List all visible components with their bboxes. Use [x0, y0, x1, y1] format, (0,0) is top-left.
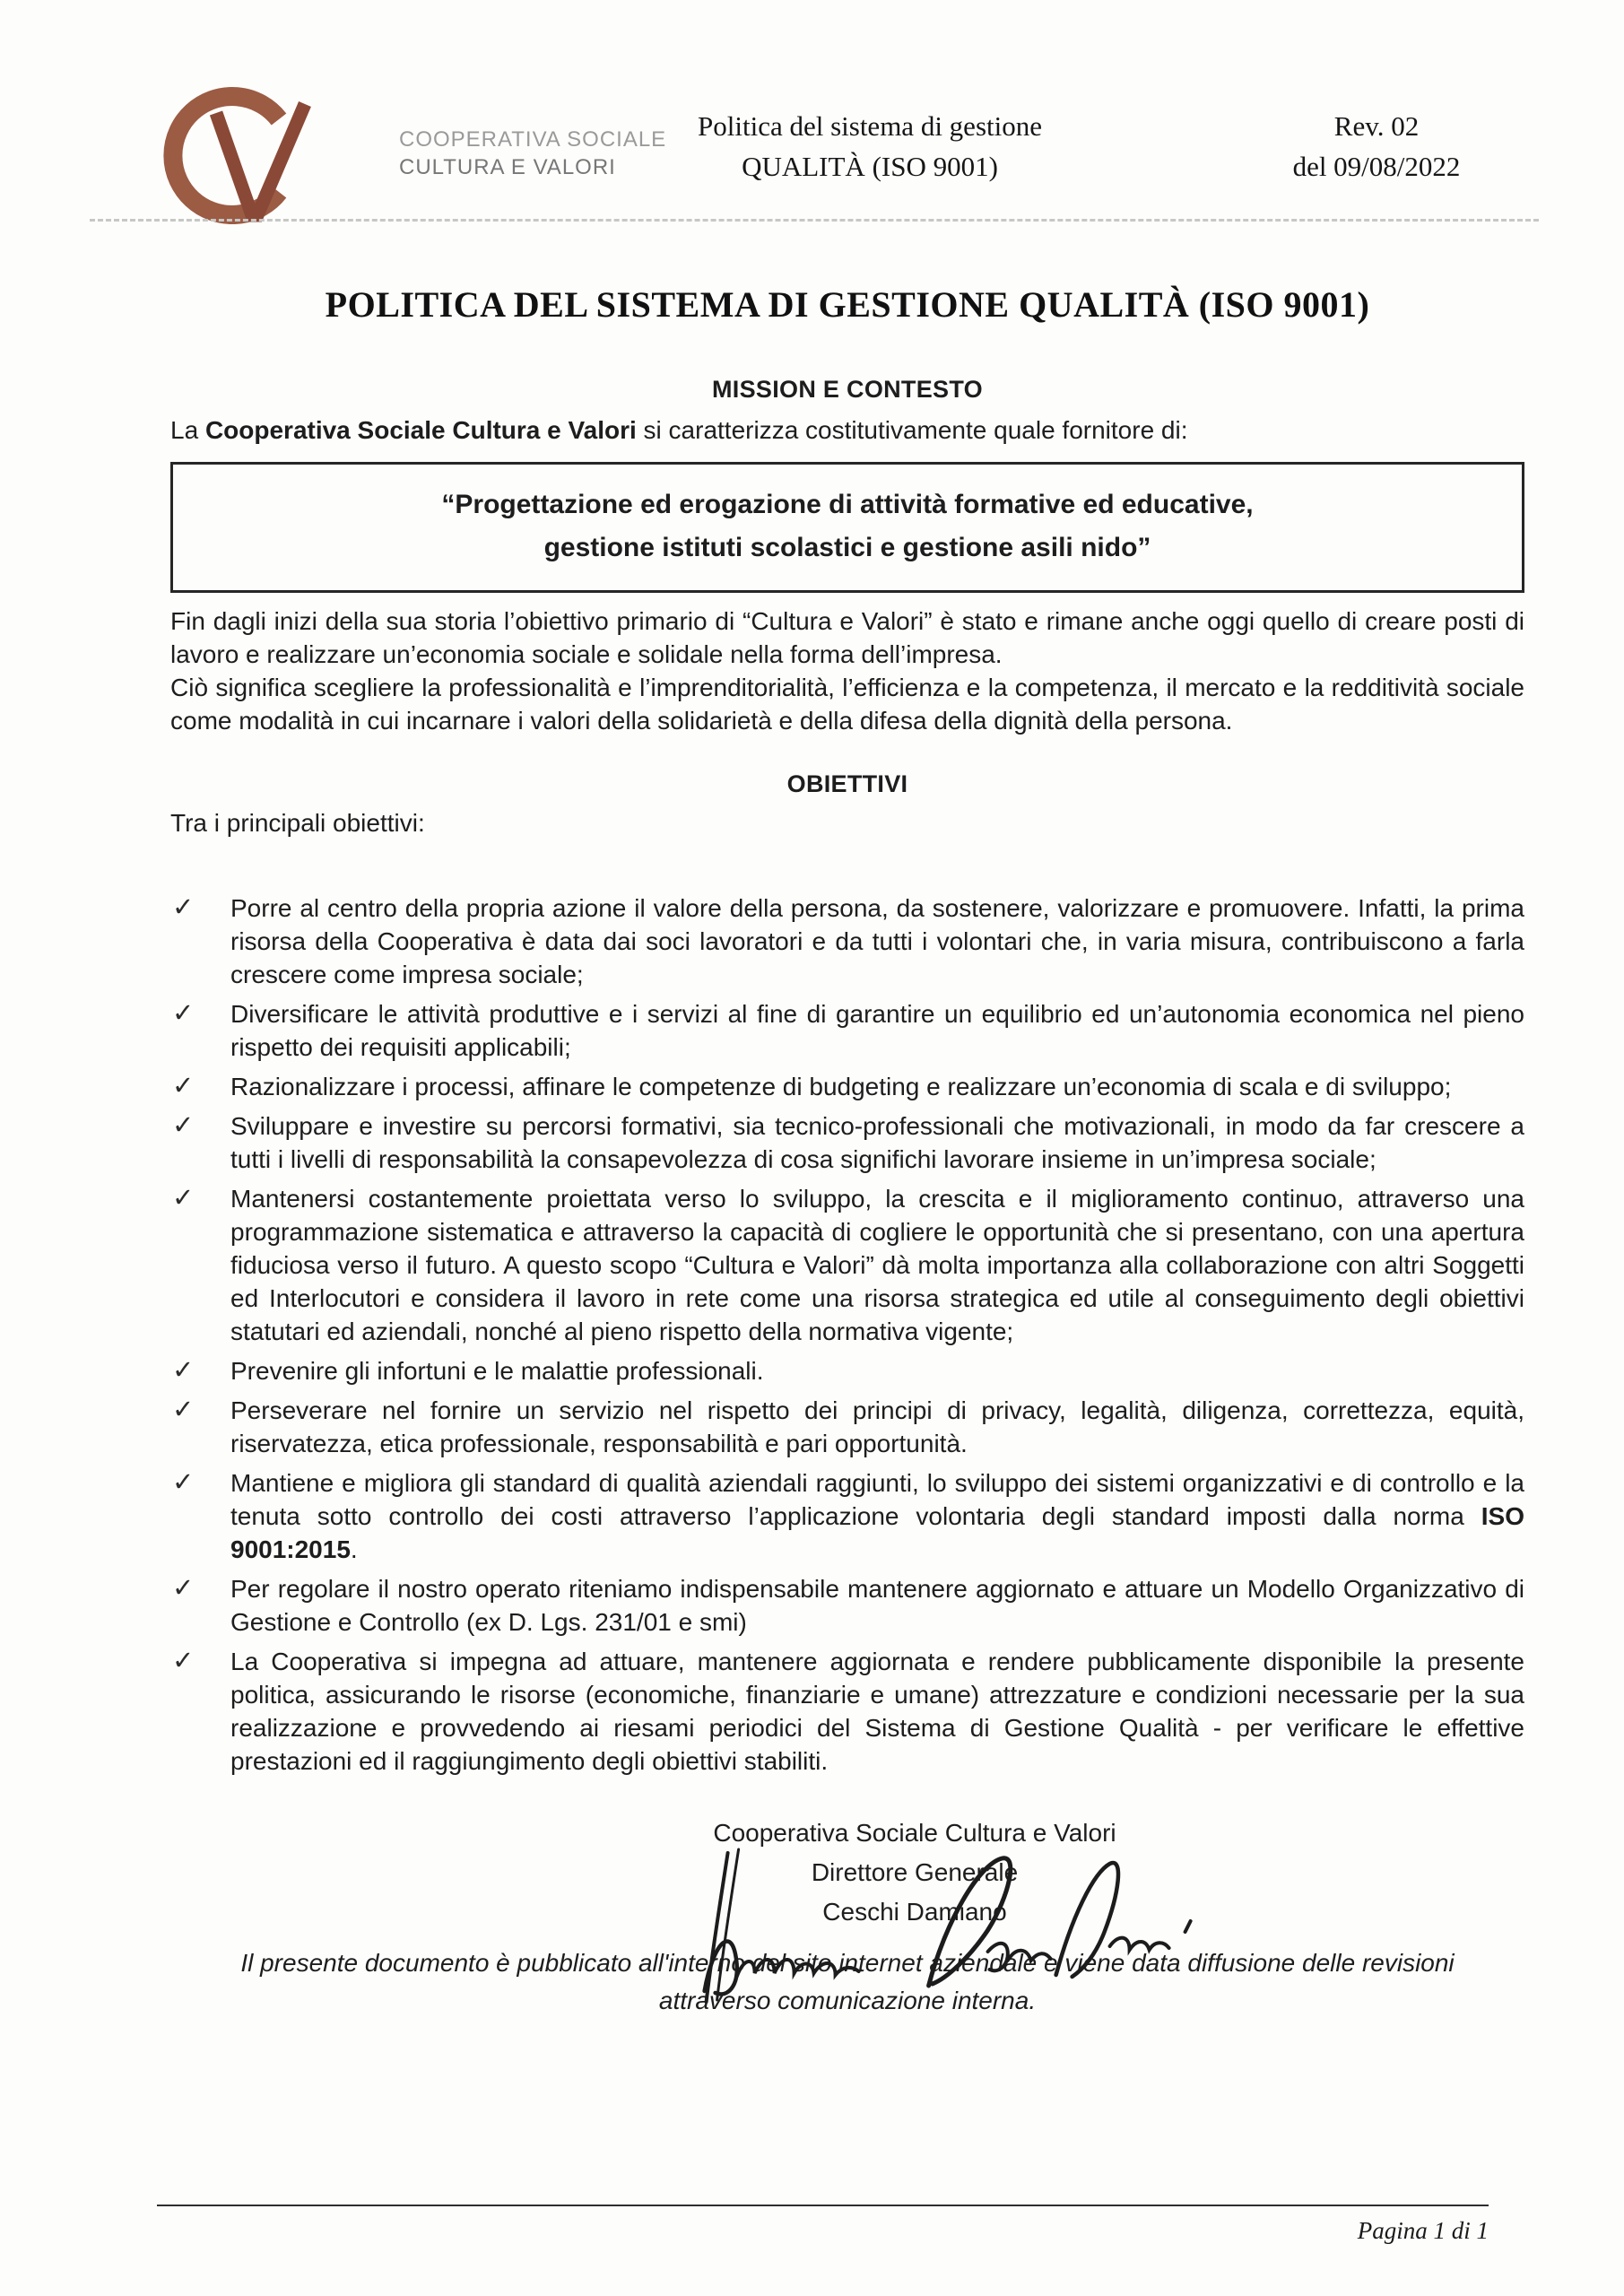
objective-text-post: .	[350, 1535, 358, 1563]
logo-line2: CULTURA E VALORI	[399, 155, 616, 179]
objective-item	[170, 891, 1524, 991]
page-footer	[157, 2205, 1489, 2245]
signature-role: Direttore Generale	[811, 1858, 1019, 1886]
mission-paragraph-1: Fin dagli inizi della sua storia l’obiettivo primario di “Cultura e Valori” è stato e rimane anche oggi quello di creare posti di lavoro e realizzare un’economia sociale e solidale nella forma dell’impresa.	[170, 607, 1524, 668]
objective-text: Prevenire gli infortuni e le malattie professionali.	[230, 1357, 764, 1385]
signature-block	[238, 1813, 1592, 1932]
check-icon: ✓	[172, 1396, 195, 1424]
objective-text-pre: Mantiene e migliora gli standard di qualità aziendali raggiunti, lo sviluppo dei sistemi organizzativi e di controllo e la tenuta sotto controllo dei costi attraverso l’applicazione volontaria degli standard imposti dalla norma	[230, 1469, 1524, 1530]
header-doc-title	[574, 106, 1166, 187]
mission-intro-post: si caratterizza costitutivamente quale fornitore di:	[636, 416, 1188, 444]
check-icon: ✓	[172, 1072, 195, 1100]
objective-text: Mantenersi costantemente proiettata verso lo sviluppo, la crescita e il miglioramento continuo, attraverso una programmazione sistematica e attraverso la capacità di cogliere le opportunità che si presentano, con una apertura fiduciosa verso il futuro. A questo scopo “Cultura e Valori” dà molta importanza alla collaborazione con altri Soggetti ed Interlocutori e considera il lavoro in rete come una risorsa strategica ed utile al conseguimento degli obiettivi statutari ed aziendali, nonché al pieno rispetto della normativa vigente;	[230, 1185, 1524, 1345]
signature-company: Cooperativa Sociale Cultura e Valori	[713, 1819, 1116, 1847]
mission-heading: MISSION E CONTESTO	[712, 376, 983, 403]
logo-line1: COOPERATIVA SOCIALE	[399, 127, 667, 152]
header-revision	[1238, 106, 1515, 187]
objective-text: Diversificare le attività produttive e i servizi al fine di garantire un equilibrio ed un’autonomia economica nel pieno rispetto dei requisiti applicabili;	[230, 1000, 1524, 1061]
mission-intro-company: Cooperativa Sociale Cultura e Valori	[204, 416, 637, 444]
check-icon: ✓	[172, 1574, 195, 1603]
objective-item	[170, 1394, 1524, 1460]
objectives-list	[170, 891, 1524, 1778]
mission-quote-line2: gestione istituti scolastici e gestione asili nido”	[543, 533, 1151, 562]
objective-item	[170, 1466, 1524, 1566]
mission-paragraph-2: Ciò significa scegliere la professionalità e l’imprenditorialità, l’efficienza e la competenza, il mercato e la redditività sociale come modalità in cui incarnare i valori della solidarietà e della difesa della dignità della persona.	[170, 674, 1524, 735]
objective-text	[230, 1466, 1524, 1566]
mission-quote-box	[170, 462, 1524, 593]
check-icon: ✓	[172, 1647, 195, 1675]
objective-item	[170, 1645, 1524, 1778]
check-icon: ✓	[172, 1184, 195, 1213]
objectives-intro: Tra i principali obiettivi:	[170, 809, 425, 837]
page-number: Pagina 1 di 1	[1357, 2217, 1489, 2244]
objective-item	[170, 1182, 1524, 1348]
check-icon: ✓	[172, 893, 195, 922]
header-divider	[90, 219, 1539, 222]
document-header	[0, 0, 1624, 222]
check-icon: ✓	[172, 999, 195, 1028]
objective-text: Per regolare il nostro operato riteniamo indispensabile mantenere aggiornato e attuare un Modello Organizzativo di Gestione e Controllo (ex D. Lgs. 231/01 e smi)	[230, 1575, 1524, 1636]
objective-text: Porre al centro della propria azione il valore della persona, da sostenere, valorizzare e promuovere. Infatti, la prima risorsa della Cooperativa è data dai soci lavoratori e da tutti i volontari che, in varia misura, contribuiscono a farla crescere come impresa sociale;	[230, 894, 1524, 988]
page-title: POLITICA DEL SISTEMA DI GESTIONE QUALITÀ (ISO 9001)	[325, 284, 1370, 325]
objective-item	[170, 1354, 1524, 1387]
objective-text: Perseverare nel fornire un servizio nel rispetto dei principi di privacy, legalità, diligenza, correttezza, equità, riservatezza, etica professionale, responsabilità e pari opportunità.	[230, 1396, 1524, 1457]
objective-item	[170, 1070, 1524, 1103]
signature-name: Ceschi Damiano	[822, 1898, 1007, 1926]
objective-text: Razionalizzare i processi, affinare le competenze di budgeting e realizzare un’economia di scala e di sviluppo;	[230, 1073, 1452, 1100]
mission-quote-line1: “Progettazione ed erogazione di attività formative ed educative,	[441, 490, 1254, 519]
objective-item	[170, 1572, 1524, 1639]
mission-intro-pre: La	[170, 416, 205, 444]
publication-note: Il presente documento è pubblicato all'interno del sito internet aziendale e viene data diffusione delle revisioni attraverso comunicazione interna.	[240, 1949, 1455, 2014]
check-icon: ✓	[172, 1356, 195, 1385]
revision-date: del 09/08/2022	[1292, 151, 1461, 182]
header-doc-title-line2: QUALITÀ (ISO 9001)	[742, 151, 998, 182]
revision-number: Rev. 02	[1333, 110, 1420, 142]
objective-item	[170, 1109, 1524, 1176]
objective-text: Sviluppare e investire su percorsi formativi, sia tecnico-professionali che motivazionali, in modo da far crescere a tutti i livelli di responsabilità la consapevolezza di cosa significhi lavorare insieme in un’impresa sociale;	[230, 1112, 1524, 1173]
cv-monogram-icon	[157, 79, 381, 236]
check-icon: ✓	[172, 1111, 195, 1140]
objective-text: La Cooperativa si impegna ad attuare, mantenere aggiornata e rendere pubblicamente disponibile la presente politica, assicurando le risorse (economiche, finanziarie e umane) attrezzature e condizioni necessarie per la sua realizzazione e provvedendo ai riesami periodici del Sistema di Gestione Qualità - per verificare le effettive prestazioni ed il raggiungimento degli obiettivi stabiliti.	[230, 1648, 1524, 1775]
check-icon: ✓	[172, 1468, 195, 1497]
document-body	[170, 224, 1524, 2020]
objective-text-bold: ISO 9001:2015	[230, 1502, 1524, 1563]
header-doc-title-line1: Politica del sistema di gestione	[698, 110, 1042, 142]
objective-item	[170, 997, 1524, 1064]
objectives-heading: OBIETTIVI	[786, 770, 908, 797]
mission-intro	[170, 413, 1524, 447]
